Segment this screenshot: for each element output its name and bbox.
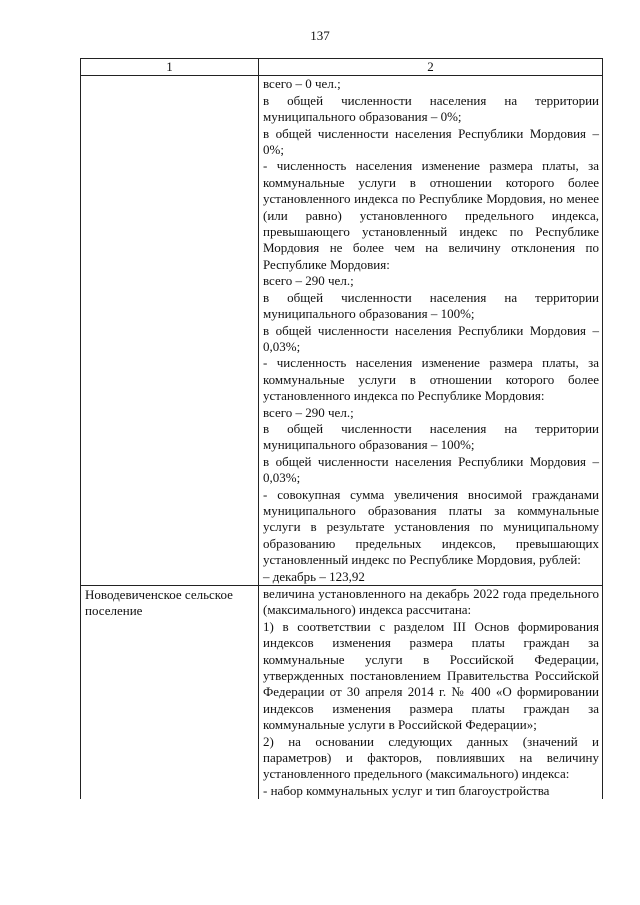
page-number: 137	[310, 28, 330, 43]
paragraph: в общей численности населения Республики Мордовия – 0%;	[263, 125, 599, 158]
document-table	[80, 58, 603, 799]
header-cell-1: 1	[81, 59, 259, 76]
row-1-col-2	[259, 76, 603, 586]
paragraph: в общей численности населения на территории муниципального образования – 100%;	[263, 420, 599, 453]
paragraph: в общей численности населения Республики Мордовия – 0,03%;	[263, 322, 599, 354]
paragraph: - численность населения изменение размера платы, за коммунальные услуги в отношении которого более установленного индекса по Республике Мордовия, но менее (или равно) установленного предельного индекса, превышающего установленный индекс по Республике Мордовия не более чем на величину отклонения по Республике Мордовия:	[263, 158, 599, 272]
table-header-row	[81, 59, 603, 76]
row-1-col-1	[81, 76, 259, 586]
row-2-col-2	[259, 586, 603, 800]
paragraph: - численность населения изменение размера платы, за коммунальные услуги в отношении которого более установленного индекса по Республике Мордовия:	[263, 355, 599, 404]
paragraph: величина установленного на декабрь 2022 года предельного (максимального) индекса рассчитана:	[263, 586, 599, 618]
paragraph: всего – 290 чел.;	[263, 273, 354, 289]
table-row	[81, 586, 603, 800]
paragraph: всего – 0 чел.;	[263, 76, 341, 92]
paragraph: всего – 290 чел.;	[263, 404, 354, 420]
paragraph: - совокупная сумма увеличения вносимой гражданами муниципального образования платы за коммунальные услуги в результате установления по муниципальному образованию предельных индексов, превышающих установленный индекс по Республике Мордовия, рублей:	[263, 486, 599, 568]
paragraph: в общей численности населения на территории муниципального образования – 100%;	[263, 289, 599, 322]
header-cell-2: 2	[259, 59, 603, 76]
municipality-name: Новодевиченское сельское поселение	[81, 586, 259, 800]
table-row	[81, 76, 603, 586]
paragraph: - набор коммунальных услуг и тип благоустройства	[263, 782, 550, 798]
paragraph: в общей численности населения Республики Мордовия – 0,03%;	[263, 453, 599, 486]
paragraph: 1) в соответствии с разделом III Основ формирования индексов изменения размера платы граждан за коммунальные услуги в Российской Федерации, утвержденных постановлением Правительства Российской Федерации от 30 апреля 2014 г. № 400 «О формировании индексов изменения размера платы граждан за коммунальные услуги в Российской Федерации»;	[263, 618, 599, 733]
paragraph: 2) на основании следующих данных (значений и параметров) и факторов, повлиявших на величину установленного предельного (максимального) индекса:	[263, 733, 599, 782]
paragraph: – декабрь – 123,92	[263, 568, 365, 584]
paragraph: в общей численности населения на территории муниципального образования – 0%;	[263, 92, 599, 125]
